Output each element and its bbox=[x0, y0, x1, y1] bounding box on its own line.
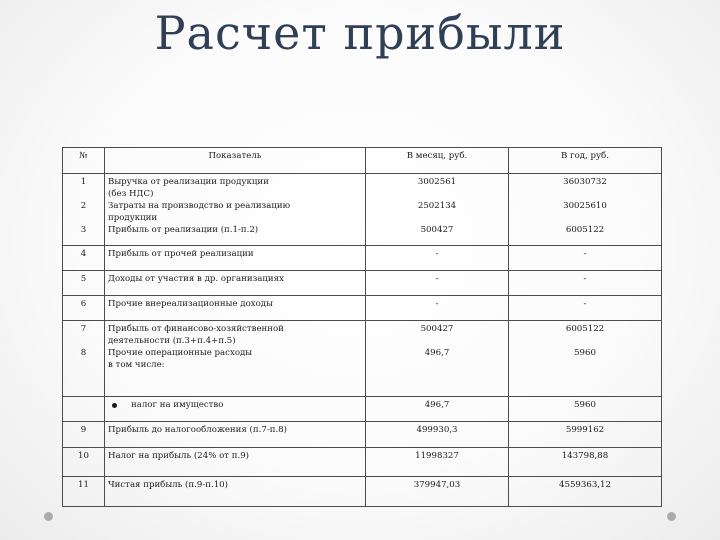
table-row bbox=[63, 174, 662, 246]
row-year-7-8: 6005122 5960 bbox=[509, 321, 662, 397]
row4-num: 4 bbox=[63, 246, 105, 271]
header-name: Показатель bbox=[105, 148, 366, 174]
profit-table bbox=[62, 147, 662, 507]
tax-property-label: налог на имущество bbox=[131, 400, 224, 410]
row11-month: 379947,03 bbox=[366, 477, 509, 507]
table-row bbox=[63, 477, 662, 507]
decorative-dot-icon bbox=[667, 512, 676, 521]
row9-name: Прибыль до налогообложения (п.7-п.8) bbox=[105, 422, 366, 448]
row10-num: 10 bbox=[63, 448, 105, 477]
row4-month: - bbox=[366, 246, 509, 271]
row-names-1-3: Выручка от реализации продукции (без НДС) Затраты на производство и реализацию продукции Прибыль от реализации (п.1-п.2) bbox=[105, 174, 366, 246]
table-row bbox=[63, 448, 662, 477]
row6-name: Прочие внереализационные доходы bbox=[105, 296, 366, 321]
tax-property-month: 496,7 bbox=[366, 397, 509, 422]
page-title: Расчет прибыли bbox=[154, 6, 566, 60]
table-row bbox=[63, 321, 662, 397]
table-row bbox=[63, 397, 662, 422]
row9-year: 5999162 bbox=[509, 422, 662, 448]
row-bullet-num bbox=[63, 397, 105, 422]
row6-month: - bbox=[366, 296, 509, 321]
table-row bbox=[63, 296, 662, 321]
bullet-icon bbox=[112, 403, 117, 408]
decorative-dot-icon bbox=[44, 512, 53, 521]
table-row bbox=[63, 246, 662, 271]
row5-num: 5 bbox=[63, 271, 105, 296]
row4-name: Прибыль от прочей реализации bbox=[105, 246, 366, 271]
row5-name: Доходы от участия в др. организациях bbox=[105, 271, 366, 296]
row11-name: Чистая прибыль (п.9-п.10) bbox=[105, 477, 366, 507]
row6-year: - bbox=[509, 296, 662, 321]
row-nums-7-8: 7 8 bbox=[63, 321, 105, 397]
row-nums-1-3: 1 2 3 bbox=[63, 174, 105, 246]
row10-month: 11998327 bbox=[366, 448, 509, 477]
row-bullet-name bbox=[105, 397, 366, 422]
row-month-7-8: 500427 496,7 bbox=[366, 321, 509, 397]
header-num: № bbox=[63, 148, 105, 174]
row-month-1-3: 3002561 2502134 500427 bbox=[366, 174, 509, 246]
tax-property-year: 5960 bbox=[509, 397, 662, 422]
table-header-row bbox=[63, 148, 662, 174]
row-year-1-3: 36030732 30025610 6005122 bbox=[509, 174, 662, 246]
row4-year: - bbox=[509, 246, 662, 271]
header-year: В год, руб. bbox=[509, 148, 662, 174]
table-row bbox=[63, 422, 662, 448]
header-month: В месяц, руб. bbox=[366, 148, 509, 174]
row9-num: 9 bbox=[63, 422, 105, 448]
row10-year: 143798,88 bbox=[509, 448, 662, 477]
row10-name: Налог на прибыль (24% от п.9) bbox=[105, 448, 366, 477]
row11-num: 11 bbox=[63, 477, 105, 507]
row5-year: - bbox=[509, 271, 662, 296]
row9-month: 499930,3 bbox=[366, 422, 509, 448]
row11-year: 4559363,12 bbox=[509, 477, 662, 507]
row-names-7-8: Прибыль от финансово-хозяйственной деятельности (п.3+п.4+п.5) Прочие операционные расходы в том числе: bbox=[105, 321, 366, 397]
row5-month: - bbox=[366, 271, 509, 296]
table-row bbox=[63, 271, 662, 296]
row6-num: 6 bbox=[63, 296, 105, 321]
